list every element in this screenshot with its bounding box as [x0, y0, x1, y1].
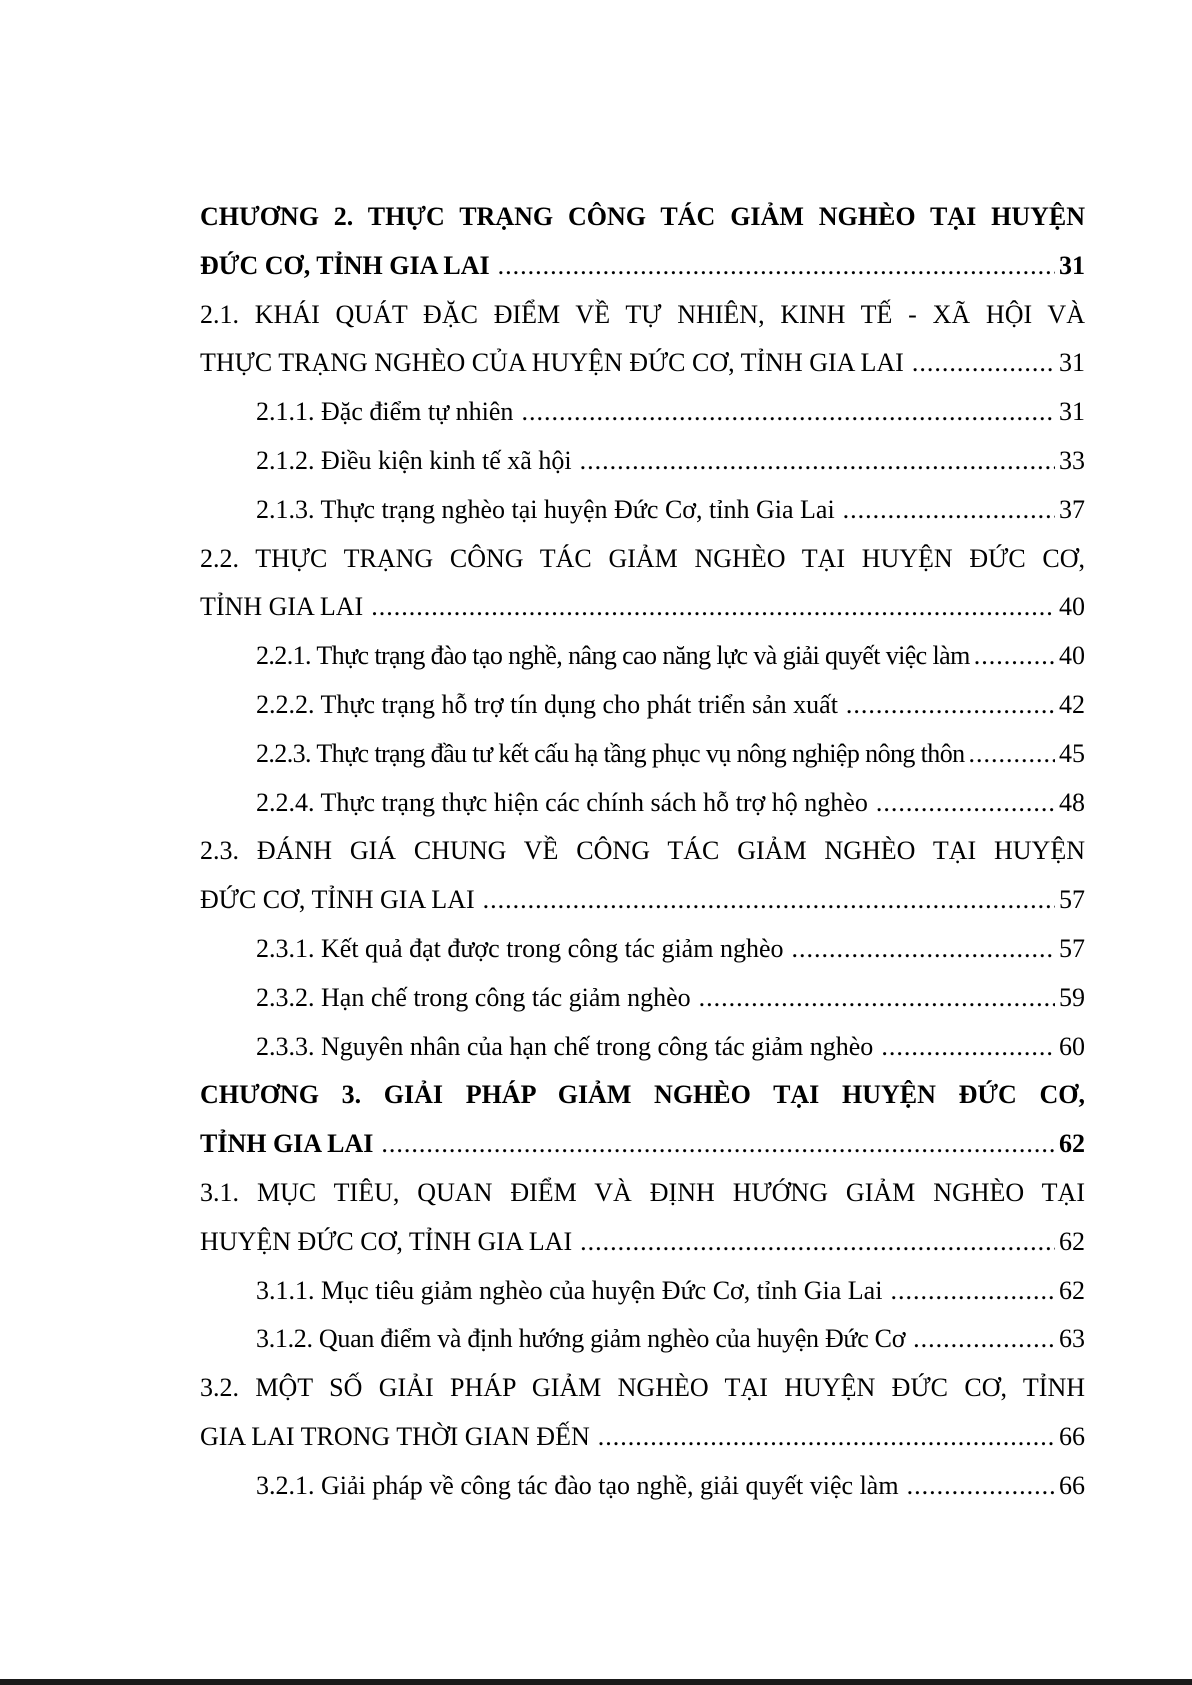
- toc-page-number: 57: [1059, 933, 1085, 963]
- toc-entry-text: 2.2.4. Thực trạng thực hiện các chính sách hỗ trợ hộ nghèo: [256, 787, 868, 817]
- toc-section-2-2-line2[interactable]: [200, 583, 1085, 632]
- toc-entry-text: TỈNH GIA LAI: [200, 1129, 374, 1159]
- toc-leader-dots: [381, 1120, 1055, 1169]
- toc-leader-dots: [876, 779, 1055, 828]
- toc-page-number: 40: [1059, 592, 1085, 622]
- toc-section-3-2-line1[interactable]: 3.2. MỘT SỐ GIẢI PHÁP GIẢM NGHÈO TẠI HUYỆN ĐỨC CƠ, TỈNH: [200, 1373, 1085, 1403]
- toc-entry-text: HUYỆN ĐỨC CƠ, TỈNH GIA LAI: [200, 1226, 573, 1256]
- toc-page-number: 66: [1059, 1421, 1085, 1451]
- toc-subsection-3-2-1[interactable]: [200, 1462, 1085, 1511]
- toc-entry-text: 3.1.1. Mục tiêu giảm nghèo của huyện Đức Cơ, tỉnh Gia Lai: [256, 1275, 883, 1305]
- toc-page-number: 63: [1059, 1324, 1085, 1354]
- toc-page-number: 62: [1059, 1129, 1085, 1159]
- toc-page-number: 45: [1059, 738, 1085, 768]
- toc-chapter-2-line1[interactable]: CHƯƠNG 2. THỰC TRẠNG CÔNG TÁC GIẢM NGHÈO TẠI HUYỆN: [200, 202, 1085, 231]
- toc-leader-dots: [846, 681, 1055, 730]
- toc-subsection-2-3-2[interactable]: [200, 974, 1085, 1023]
- toc-entry-text: TỈNH GIA LAI: [200, 592, 364, 622]
- toc-page-number: 33: [1059, 445, 1085, 475]
- toc-page-number: 59: [1059, 982, 1085, 1012]
- toc-subsection-2-1-1[interactable]: [200, 388, 1085, 437]
- toc-entry-text: 2.3.2. Hạn chế trong công tác giảm nghèo: [256, 982, 691, 1012]
- toc-leader-dots: [699, 974, 1055, 1023]
- toc-leader-dots: [890, 1267, 1055, 1316]
- toc-subsection-3-1-2[interactable]: [200, 1315, 1085, 1364]
- toc-entry-text: 2.1.3. Thực trạng nghèo tại huyện Đức Cơ, tỉnh Gia Lai: [256, 494, 835, 524]
- toc-entry-text: 2.2.3. Thực trạng đầu tư kết cấu hạ tầng phục vụ nông nghiệp nông thôn: [256, 738, 965, 768]
- toc-leader-dots: [598, 1413, 1055, 1462]
- toc-section-2-1-line1[interactable]: 2.1. KHÁI QUÁT ĐẶC ĐIỂM VỀ TỰ NHIÊN, KINH TẾ - XÃ HỘI VÀ: [200, 299, 1085, 329]
- toc-entry-text: 2.2.2. Thực trạng hỗ trợ tín dụng cho phát triển sản xuất: [256, 689, 838, 719]
- toc-page-number: 62: [1059, 1226, 1085, 1256]
- toc-subsection-2-2-2[interactable]: [200, 681, 1085, 730]
- toc-entry-text: 2.1.1. Đặc điểm tự nhiên: [256, 397, 514, 427]
- toc-leader-dots: [580, 437, 1055, 486]
- toc-leader-dots: [371, 583, 1055, 632]
- toc-leader-dots: [912, 339, 1055, 388]
- toc-page-number: 37: [1059, 494, 1085, 524]
- toc-subsection-2-2-1[interactable]: [200, 632, 1085, 681]
- toc-subsection-2-2-3[interactable]: [200, 730, 1085, 779]
- page-bottom-border: [0, 1679, 1192, 1685]
- toc-leader-dots: [843, 486, 1055, 535]
- toc-entry-text: ĐỨC CƠ, TỈNH GIA LAI: [200, 250, 490, 280]
- toc-section-3-2-line2[interactable]: [200, 1413, 1085, 1462]
- toc-page-number: 40: [1059, 641, 1085, 671]
- toc-entry-text: 3.2.1. Giải pháp về công tác đào tạo nghề, giải quyết việc làm: [256, 1470, 899, 1500]
- toc-leader-dots: [483, 876, 1055, 925]
- toc-leader-dots: [969, 730, 1056, 779]
- toc-leader-dots: [791, 925, 1055, 974]
- toc-subsection-2-3-1[interactable]: [200, 925, 1085, 974]
- toc-section-2-1-line2[interactable]: [200, 339, 1085, 388]
- toc-page-number: 42: [1059, 689, 1085, 719]
- toc-leader-dots: [580, 1218, 1055, 1267]
- toc-leader-dots: [881, 1023, 1055, 1072]
- toc-subsection-2-1-2[interactable]: [200, 437, 1085, 486]
- toc-section-3-1-line1[interactable]: 3.1. MỤC TIÊU, QUAN ĐIỂM VÀ ĐỊNH HƯỚNG GIẢM NGHÈO TẠI: [200, 1177, 1085, 1207]
- toc-chapter-3-line2[interactable]: [200, 1120, 1085, 1169]
- toc-subsection-2-3-3[interactable]: [200, 1023, 1085, 1072]
- toc-page-number: 31: [1059, 397, 1085, 427]
- toc-page-number: 57: [1059, 885, 1085, 915]
- toc-page-number: 62: [1059, 1275, 1085, 1305]
- toc-leader-dots: [907, 1462, 1055, 1511]
- toc-section-2-3-line1[interactable]: 2.3. ĐÁNH GIÁ CHUNG VỀ CÔNG TÁC GIẢM NGHÈO TẠI HUYỆN: [200, 836, 1085, 866]
- toc-page-number: 48: [1059, 787, 1085, 817]
- toc-entry-text: GIA LAI TRONG THỜI GIAN ĐẾN: [200, 1421, 590, 1451]
- toc-section-3-1-line2[interactable]: [200, 1218, 1085, 1267]
- toc-entry-text: 2.3.1. Kết quả đạt được trong công tác giảm nghèo: [256, 933, 784, 963]
- toc-subsection-3-1-1[interactable]: [200, 1267, 1085, 1316]
- toc-leader-dots: [913, 1315, 1055, 1364]
- toc-leader-dots: [498, 242, 1055, 291]
- toc-leader-dots: [521, 388, 1055, 437]
- toc-page-number: 31: [1059, 250, 1085, 280]
- toc-page-number: 60: [1059, 1031, 1085, 1061]
- toc-entry-text: 3.1.2. Quan điểm và định hướng giảm nghèo của huyện Đức Cơ: [256, 1324, 906, 1354]
- toc-leader-dots: [974, 632, 1055, 681]
- toc-chapter-2-line2[interactable]: [200, 242, 1085, 291]
- toc-entry-text: 2.1.2. Điều kiện kinh tế xã hội: [256, 445, 572, 475]
- toc-subsection-2-1-3[interactable]: [200, 486, 1085, 535]
- toc-section-2-2-line1[interactable]: 2.2. THỰC TRẠNG CÔNG TÁC GIẢM NGHÈO TẠI HUYỆN ĐỨC CƠ,: [200, 543, 1085, 573]
- toc-entry-text: 2.3.3. Nguyên nhân của hạn chế trong công tác giảm nghèo: [256, 1031, 874, 1061]
- table-of-contents: [200, 193, 1085, 1511]
- toc-entry-text: THỰC TRẠNG NGHÈO CỦA HUYỆN ĐỨC CƠ, TỈNH GIA LAI: [200, 348, 904, 378]
- toc-subsection-2-2-4[interactable]: [200, 779, 1085, 828]
- toc-page-number: 66: [1059, 1470, 1085, 1500]
- toc-entry-text: ĐỨC CƠ, TỈNH GIA LAI: [200, 885, 475, 915]
- toc-section-2-3-line2[interactable]: [200, 876, 1085, 925]
- toc-chapter-3-line1[interactable]: CHƯƠNG 3. GIẢI PHÁP GIẢM NGHÈO TẠI HUYỆN ĐỨC CƠ,: [200, 1080, 1085, 1110]
- toc-entry-text: 2.2.1. Thực trạng đào tạo nghề, nâng cao năng lực và giải quyết việc làm: [256, 641, 970, 671]
- toc-page-number: 31: [1059, 348, 1085, 378]
